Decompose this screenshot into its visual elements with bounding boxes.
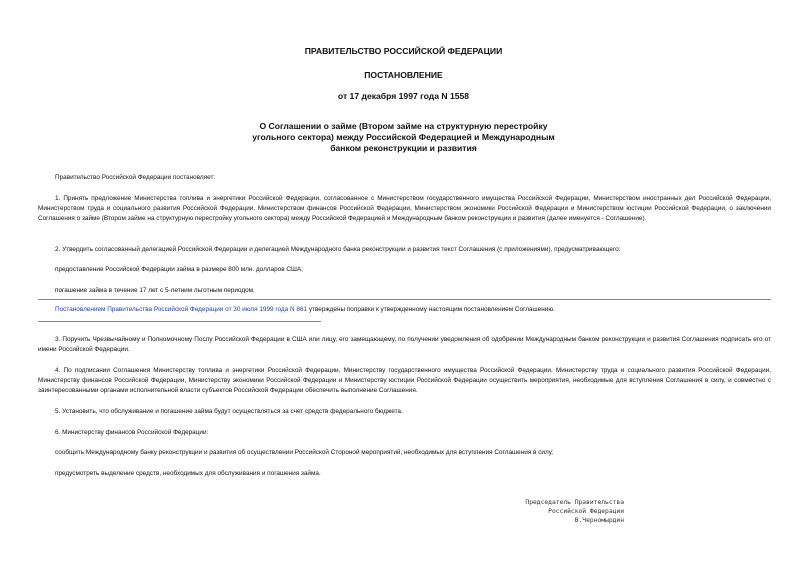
signature-name: В.Черномырдин xyxy=(574,517,624,524)
government-heading: ПРАВИТЕЛЬСТВО РОССИЙСКОЙ ФЕДЕРАЦИИ xyxy=(304,46,503,56)
paragraph-4: 4. По подписании Соглашения Министерству топлива и энергетики Российской Федерации, Министерству государственного имущества Российской Федерации, Министерству труда и социального развития Российской Федерации, Министерству финансов Российской Федерации, Министерству экономики Российской Федерации и Министерству юстиции Российской Федерации осуществить мероприятия, необходимые для вступления Соглашения в силу, и совместно с заинтересованными органами исполнительной власти субъектов Российской Федерации обеспечить выполнение Соглашения. xyxy=(38,367,771,394)
paragraph-2-item-b: погашение займа в течение 17 лет с 5-летним льготным периодом. xyxy=(55,287,255,294)
note-divider-top xyxy=(38,299,771,300)
paragraph-2: 2. Утвердить согласованный делегацией Российской Федерации и делегацией Международного банка реконструкции и развития текст Соглашения (с приложениями), предусматривающего: xyxy=(55,246,621,253)
title-line-1: О Соглашении о займе (Втором займе на структурную перестройку xyxy=(259,121,548,131)
title-line-2: угольного сектора) между Российской Федерацией и Международным xyxy=(252,132,555,142)
amendment-note xyxy=(38,305,771,315)
paragraph-5: 5. Установить, что обслуживание и погашение займа будут осуществляться за счет средств федерального бюджета. xyxy=(55,408,403,415)
amendment-link[interactable]: Постановлением Правительства Российской Федерации от 30 июля 1999 года N 861 xyxy=(55,306,308,313)
paragraph-6-item-a: сообщить Международному банку реконструкции и развития об осуществлении Российской Стороной мероприятий, необходимых для вступления Соглашения в силу; xyxy=(55,449,554,456)
document-type-heading: ПОСТАНОВЛЕНИЕ xyxy=(364,70,443,80)
date-number-heading: от 17 декабря 1997 года N 1558 xyxy=(337,91,470,101)
paragraph-6: 6. Министерству финансов Российской Федерации: xyxy=(55,429,209,436)
paragraph-2-item-a: предоставление Российской Федерации займа в размере 800 млн. долларов США; xyxy=(55,266,303,273)
note-divider-bottom xyxy=(38,321,321,322)
amendment-note-text: утверждены поправки к утвержденному настоящим постановлением Соглашению. xyxy=(307,306,555,313)
signature-position: Председатель Правительства xyxy=(525,499,624,506)
preamble-paragraph: Правительство Российской Федерации постановляет: xyxy=(55,174,216,181)
paragraph-3: 3. Поручить Чрезвычайному и Полномочному Послу Российской Федерации в США или лицу, его замещающему, по получении уведомления об одобрении Международным банком реконструкции и развития Соглашения подписать его от имени Российской Федерации. xyxy=(38,336,771,353)
title-line-3: банком реконструкции и развития xyxy=(330,143,477,153)
paragraph-1: 1. Принять предложение Министерства топлива и энергетики Российской Федерации, согласованное с Министерством государственного имущества Российской Федерации, Министерством иностранных дел Российской Федерации, Министерством труда и социального развития Российской Федерации, Министерством финансов Российской Федерации, Министерством экономики Российской Федерации и Министерством юстиции Российской Федерации, о заключении Соглашения о займе (Втором займе на структурную перестройку угольного сектора) между Российской Федерацией и Международным банком реконструкции и развития (далее именуется - Соглашение). xyxy=(38,195,771,222)
signature-country: Российской Федерации xyxy=(548,508,624,515)
paragraph-6-item-b: предусмотреть выделение средств, необходимых для обслуживания и погашения займа. xyxy=(55,470,321,477)
